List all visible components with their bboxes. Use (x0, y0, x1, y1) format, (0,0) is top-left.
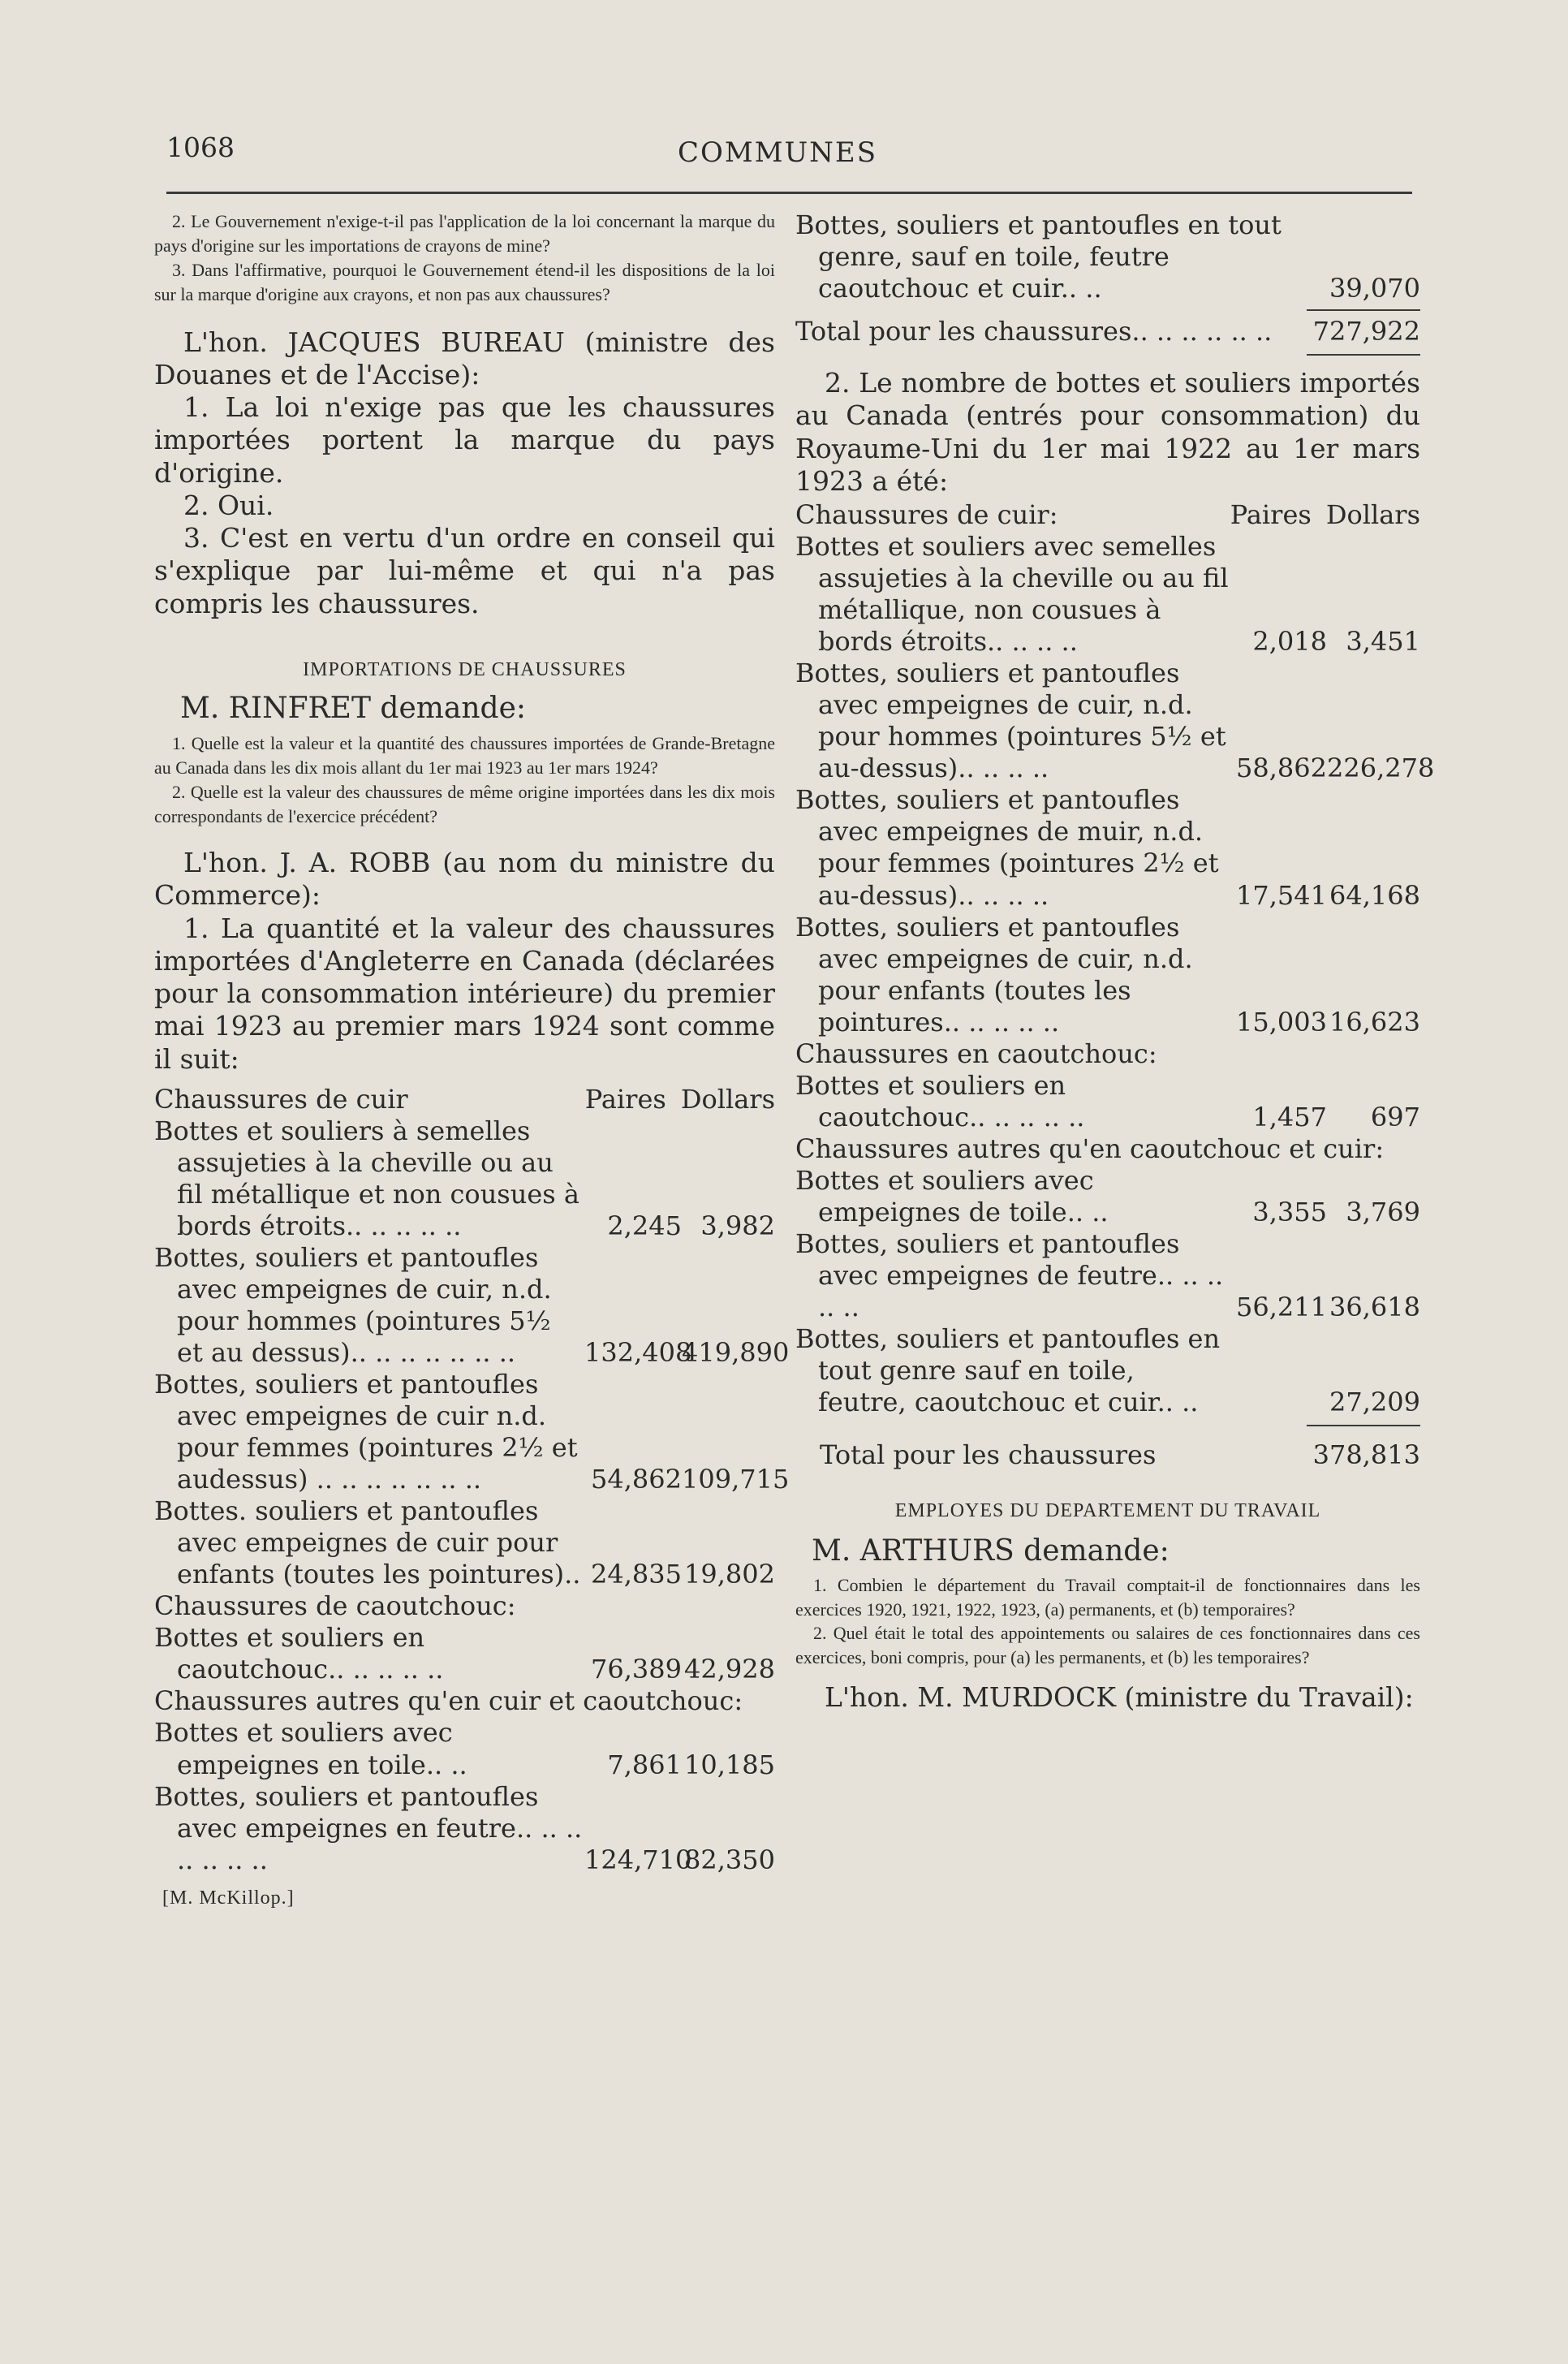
header-rule (166, 192, 1412, 194)
table-row: Bottes et souliers à semelles assujeties à la cheville ou au fil métallique et non cousues à bords étroits.. .. .. .. .. 2,245 3,982 (154, 1115, 775, 1241)
answer-paragraph: 1. La quantité et la valeur des chaussures importées d'Angleterre en Canada (déclarées pour la consommation intérieure) du premier mai 1923 au premier mars 1924 sont comme il suit: (154, 912, 775, 1075)
question-text: 2. Le Gouvernement n'exige-t-il pas l'application de la loi concernant la marque du pays d'origine sur les importations de crayons de mine? (154, 211, 775, 256)
question-text: 2. Quel était le total des appointements ou salaires de ces fonctionnaires dans ces exercices, boni compris, pour (a) les permanents, et (b) les temporaires? (795, 1623, 1420, 1668)
table-row: Bottes et souliers en caoutchouc.. .. .. .. .. 1,457 697 (795, 1069, 1420, 1132)
table-header-row (795, 499, 1420, 531)
table-row: Bottes et souliers en caoutchouc.. .. .. .. .. 76,389 42,928 (154, 1622, 775, 1685)
speaker-paragraph: L'hon. M. MURDOCK (ministre du Travail): (825, 1681, 1414, 1714)
left-column (154, 209, 790, 1910)
column-header-dollars: Dollars (1325, 499, 1420, 531)
table-header-row (154, 1084, 775, 1115)
column-header-dollars: Dollars (680, 1083, 775, 1115)
answer-paragraph: 1. La loi n'exige pas que les chaussures importées portent la marque du pays d'origine. (154, 391, 775, 489)
table-subheading: Chaussures autres qu'en caoutchouc et cuir: (795, 1132, 1385, 1164)
table-category: Chaussures de cuir: (795, 499, 1058, 531)
table-row: Bottes, souliers et pantoufles avec empeignes de cuir, n.d. pour hommes (pointures 5½ et au dessus).. .. .. .. .. .. .. 132,408 419,890 (154, 1242, 790, 1369)
total-row: Total pour les chaussures 378,813 (820, 1439, 1420, 1471)
table-subheading: Chaussures autres qu'en cuir et caoutchouc: (154, 1685, 743, 1717)
table-row: Bottes, souliers et pantoufles avec empeignes de muir, n.d. pour femmes (pointures 2½ et au-dessus).. .. .. .. 17,541 64,168 (795, 784, 1420, 911)
answer-paragraph: 2. Le nombre de bottes et souliers importés au Canada (entrés pour consommation) du Royaume-Uni du 1er mai 1922 au 1er mars 1923 a été: (795, 367, 1420, 497)
sum-rule (1307, 309, 1420, 311)
speaker-line: M. RINFRET demande: (180, 692, 527, 726)
import-table-1923-24 (154, 1083, 790, 1876)
table-row: Bottes, souliers et pantoufles avec empeignes de cuir, n.d. pour hommes (pointures 5½ et au-dessus).. .. .. .. 58,862 226,278 (795, 658, 1435, 784)
page-title: COMMUNES (678, 136, 878, 169)
total-row: Total pour les chaussures.. .. .. .. .. .. 727,922 (795, 316, 1420, 347)
question-text: 1. Combien le département du Travail comptait-il de fonctionnaires dans les exercices 1920, 1921, 1922, 1923, (a) permanents, et (b) temporaires? (795, 1574, 1420, 1620)
section-heading: IMPORTATIONS DE CHAUSSURES (303, 658, 627, 680)
question-text: 1. Quelle est la valeur et la quantité des chaussures importées de Grande-Bretagne au Canada dans les dix mois allant du 1er mai 1923 au 1er mars 1924? (154, 733, 775, 779)
page-number: 1068 (166, 132, 235, 163)
sum-rule (1307, 354, 1420, 356)
table-row: Bottes et souliers avec empeignes en toile.. .. 7,861 10,185 (154, 1717, 775, 1780)
table-row: Bottes et souliers avec empeignes de toile.. .. 3,355 3,769 (795, 1164, 1420, 1227)
question-text: 2. Quelle est la valeur des chaussures de même origine importées dans les dix mois correspondants de l'exercice précédent? (154, 782, 775, 827)
column-header-pairs: Paires (1230, 499, 1312, 531)
page-header (166, 132, 1412, 172)
column-header-pairs: Paires (584, 1083, 666, 1115)
speaker-paragraph: L'hon. JACQUES BUREAU (ministre des Douanes et de l'Accise): (154, 326, 775, 390)
import-table-1922-23 (795, 499, 1435, 1471)
table-subheading: Chaussures de caoutchouc: (154, 1590, 516, 1622)
table-row: Bottes, souliers et pantoufles en tout genre, sauf en toile, feutre caoutchouc et cuir.. .. 39,070 (795, 209, 1420, 304)
question-text: 3. Dans l'affirmative, pourquoi le Gouvernement étend-il les dispositions de la loi sur la marque d'origine aux crayons, et non pas aux chaussures? (154, 259, 775, 304)
section-heading: EMPLOYES DU DEPARTEMENT DU TRAVAIL (894, 1500, 1321, 1522)
speaker-paragraph: L'hon. J. A. ROBB (au nom du ministre du Commerce): (154, 847, 775, 912)
table-row: Bottes, souliers et pantoufles avec empeignes de feutre.. .. .. .. .. 56,211 36,618 (795, 1227, 1420, 1322)
table-row: Bottes, souliers et pantoufles avec empeignes en feutre.. .. .. .. .. .. .. 124,710 82,350 (154, 1780, 775, 1875)
table-category: Chaussures de cuir (154, 1083, 408, 1115)
answer-paragraph: 3. C'est en vertu d'un ordre en conseil qui s'explique par lui-même et qui n'a pas compris les chaussures. (154, 522, 775, 619)
right-column (795, 209, 1435, 1715)
sum-rule (1307, 1425, 1420, 1426)
table-row: Bottes. souliers et pantoufles avec empeignes de cuir pour enfants (toutes les pointures).. 24,835 19,802 (154, 1495, 775, 1590)
speaker-line: M. ARTHURS demande: (812, 1534, 1170, 1568)
table-row: Bottes et souliers avec semelles assujeties à la cheville ou au fil métallique, non cousues à bords étroits.. .. .. .. 2,018 3,451 (795, 531, 1420, 658)
table-row: Bottes, souliers et pantoufles en tout genre sauf en toile, feutre, caoutchouc et cuir.. .. 27,209 (795, 1322, 1420, 1417)
table-row: Bottes, souliers et pantoufles avec empeignes de cuir, n.d. pour enfants (toutes les pointures.. .. .. .. .. 15,003 16,623 (795, 911, 1420, 1037)
table-subheading: Chaussures en caoutchouc: (795, 1037, 1157, 1069)
footer-note: [M. McKillop.] (162, 1887, 295, 1909)
answer-paragraph: 2. Oui. (183, 489, 274, 521)
table-row: Bottes, souliers et pantoufles avec empeignes de cuir n.d. pour femmes (pointures 2½ et audessus) .. .. .. .. .. .. .. 54,862 109,715 (154, 1369, 790, 1495)
